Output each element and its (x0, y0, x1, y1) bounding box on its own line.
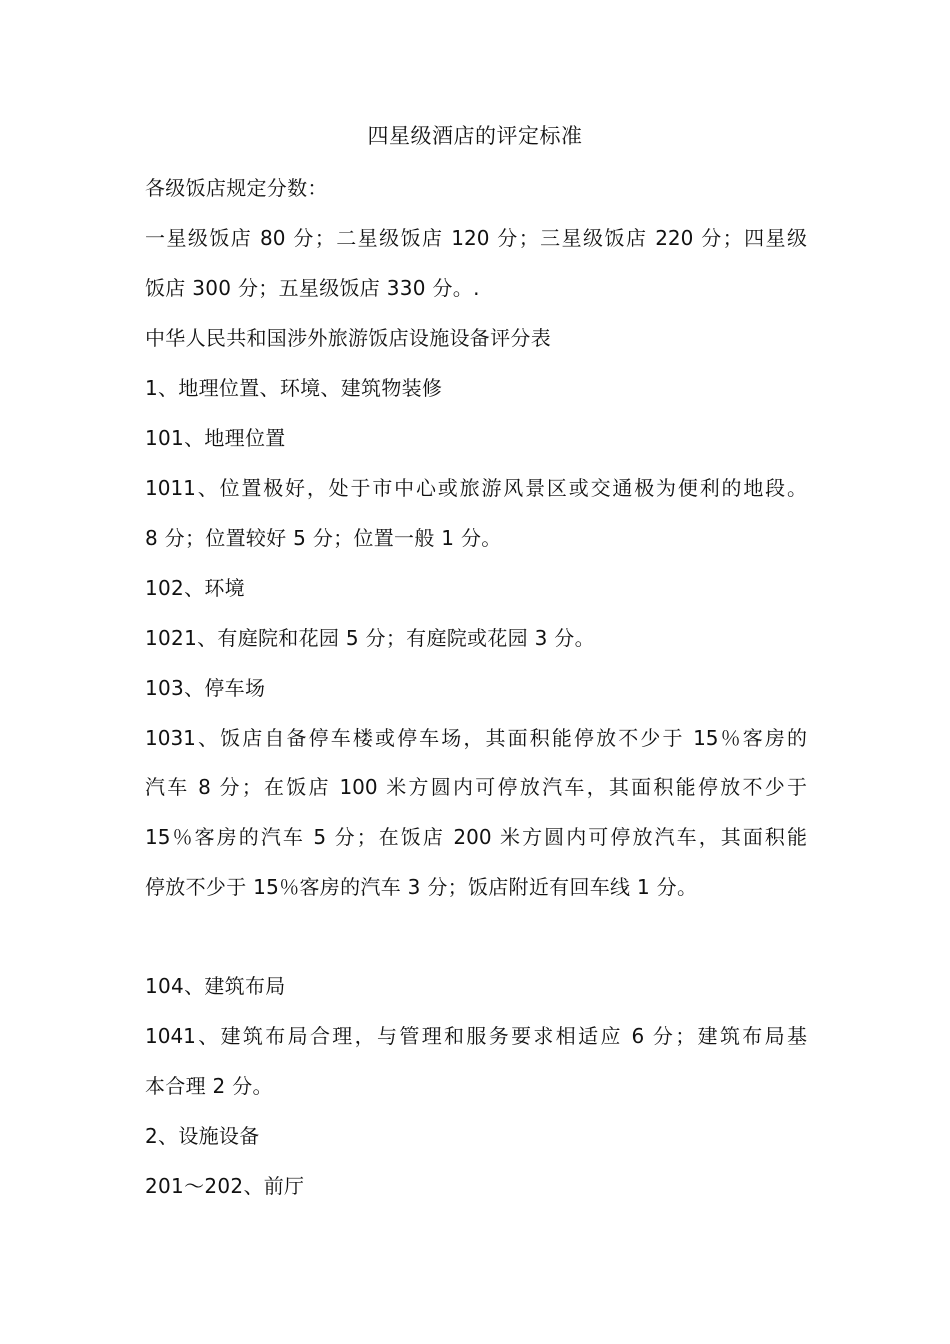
paragraph-line: 各级饭店规定分数： (145, 176, 328, 200)
paragraph-line: 15％客房的汽车 5 分；在饭店 200 米方圆内可停放汽车，其面积能 (145, 825, 807, 849)
subsection-heading: 102、环境 (145, 576, 245, 600)
paragraph-line: 1041、建筑布局合理，与管理和服务要求相适应 6 分；建筑布局基 (145, 1024, 807, 1048)
paragraph-line: 停放不少于 15％客房的汽车 3 分；饭店附近有回车线 1 分。 (145, 875, 698, 899)
subsection-heading: 101、地理位置 (145, 426, 286, 450)
subsection-heading: 201～202、前厅 (145, 1174, 305, 1198)
paragraph-line: 饭店 300 分；五星级饭店 330 分。. (145, 276, 480, 300)
paragraph-line: 汽车 8 分；在饭店 100 米方圆内可停放汽车，其面积能停放不少于 (145, 775, 807, 799)
section-heading: 2、设施设备 (145, 1124, 260, 1148)
document-title: 四星级酒店的评定标准 (367, 124, 583, 148)
paragraph-line: 8 分；位置较好 5 分；位置一般 1 分。 (145, 526, 502, 550)
paragraph-line: 中华人民共和国涉外旅游饭店设施设备评分表 (145, 326, 551, 350)
paragraph-line: 本合理 2 分。 (145, 1074, 273, 1098)
paragraph-line: 1031、饭店自备停车楼或停车场，其面积能停放不少于 15％客房的 (145, 726, 807, 750)
paragraph-line: 1021、有庭院和花园 5 分；有庭院或花园 3 分。 (145, 626, 595, 650)
paragraph-line: 1011、位置极好，处于市中心或旅游风景区或交通极为便利的地段。 (145, 476, 807, 500)
subsection-heading: 104、建筑布局 (145, 974, 286, 998)
subsection-heading: 103、停车场 (145, 676, 266, 700)
paragraph-line: 一星级饭店 80 分；二星级饭店 120 分；三星级饭店 220 分；四星级 (145, 226, 807, 250)
section-heading: 1、地理位置、环境、建筑物装修 (145, 376, 443, 400)
